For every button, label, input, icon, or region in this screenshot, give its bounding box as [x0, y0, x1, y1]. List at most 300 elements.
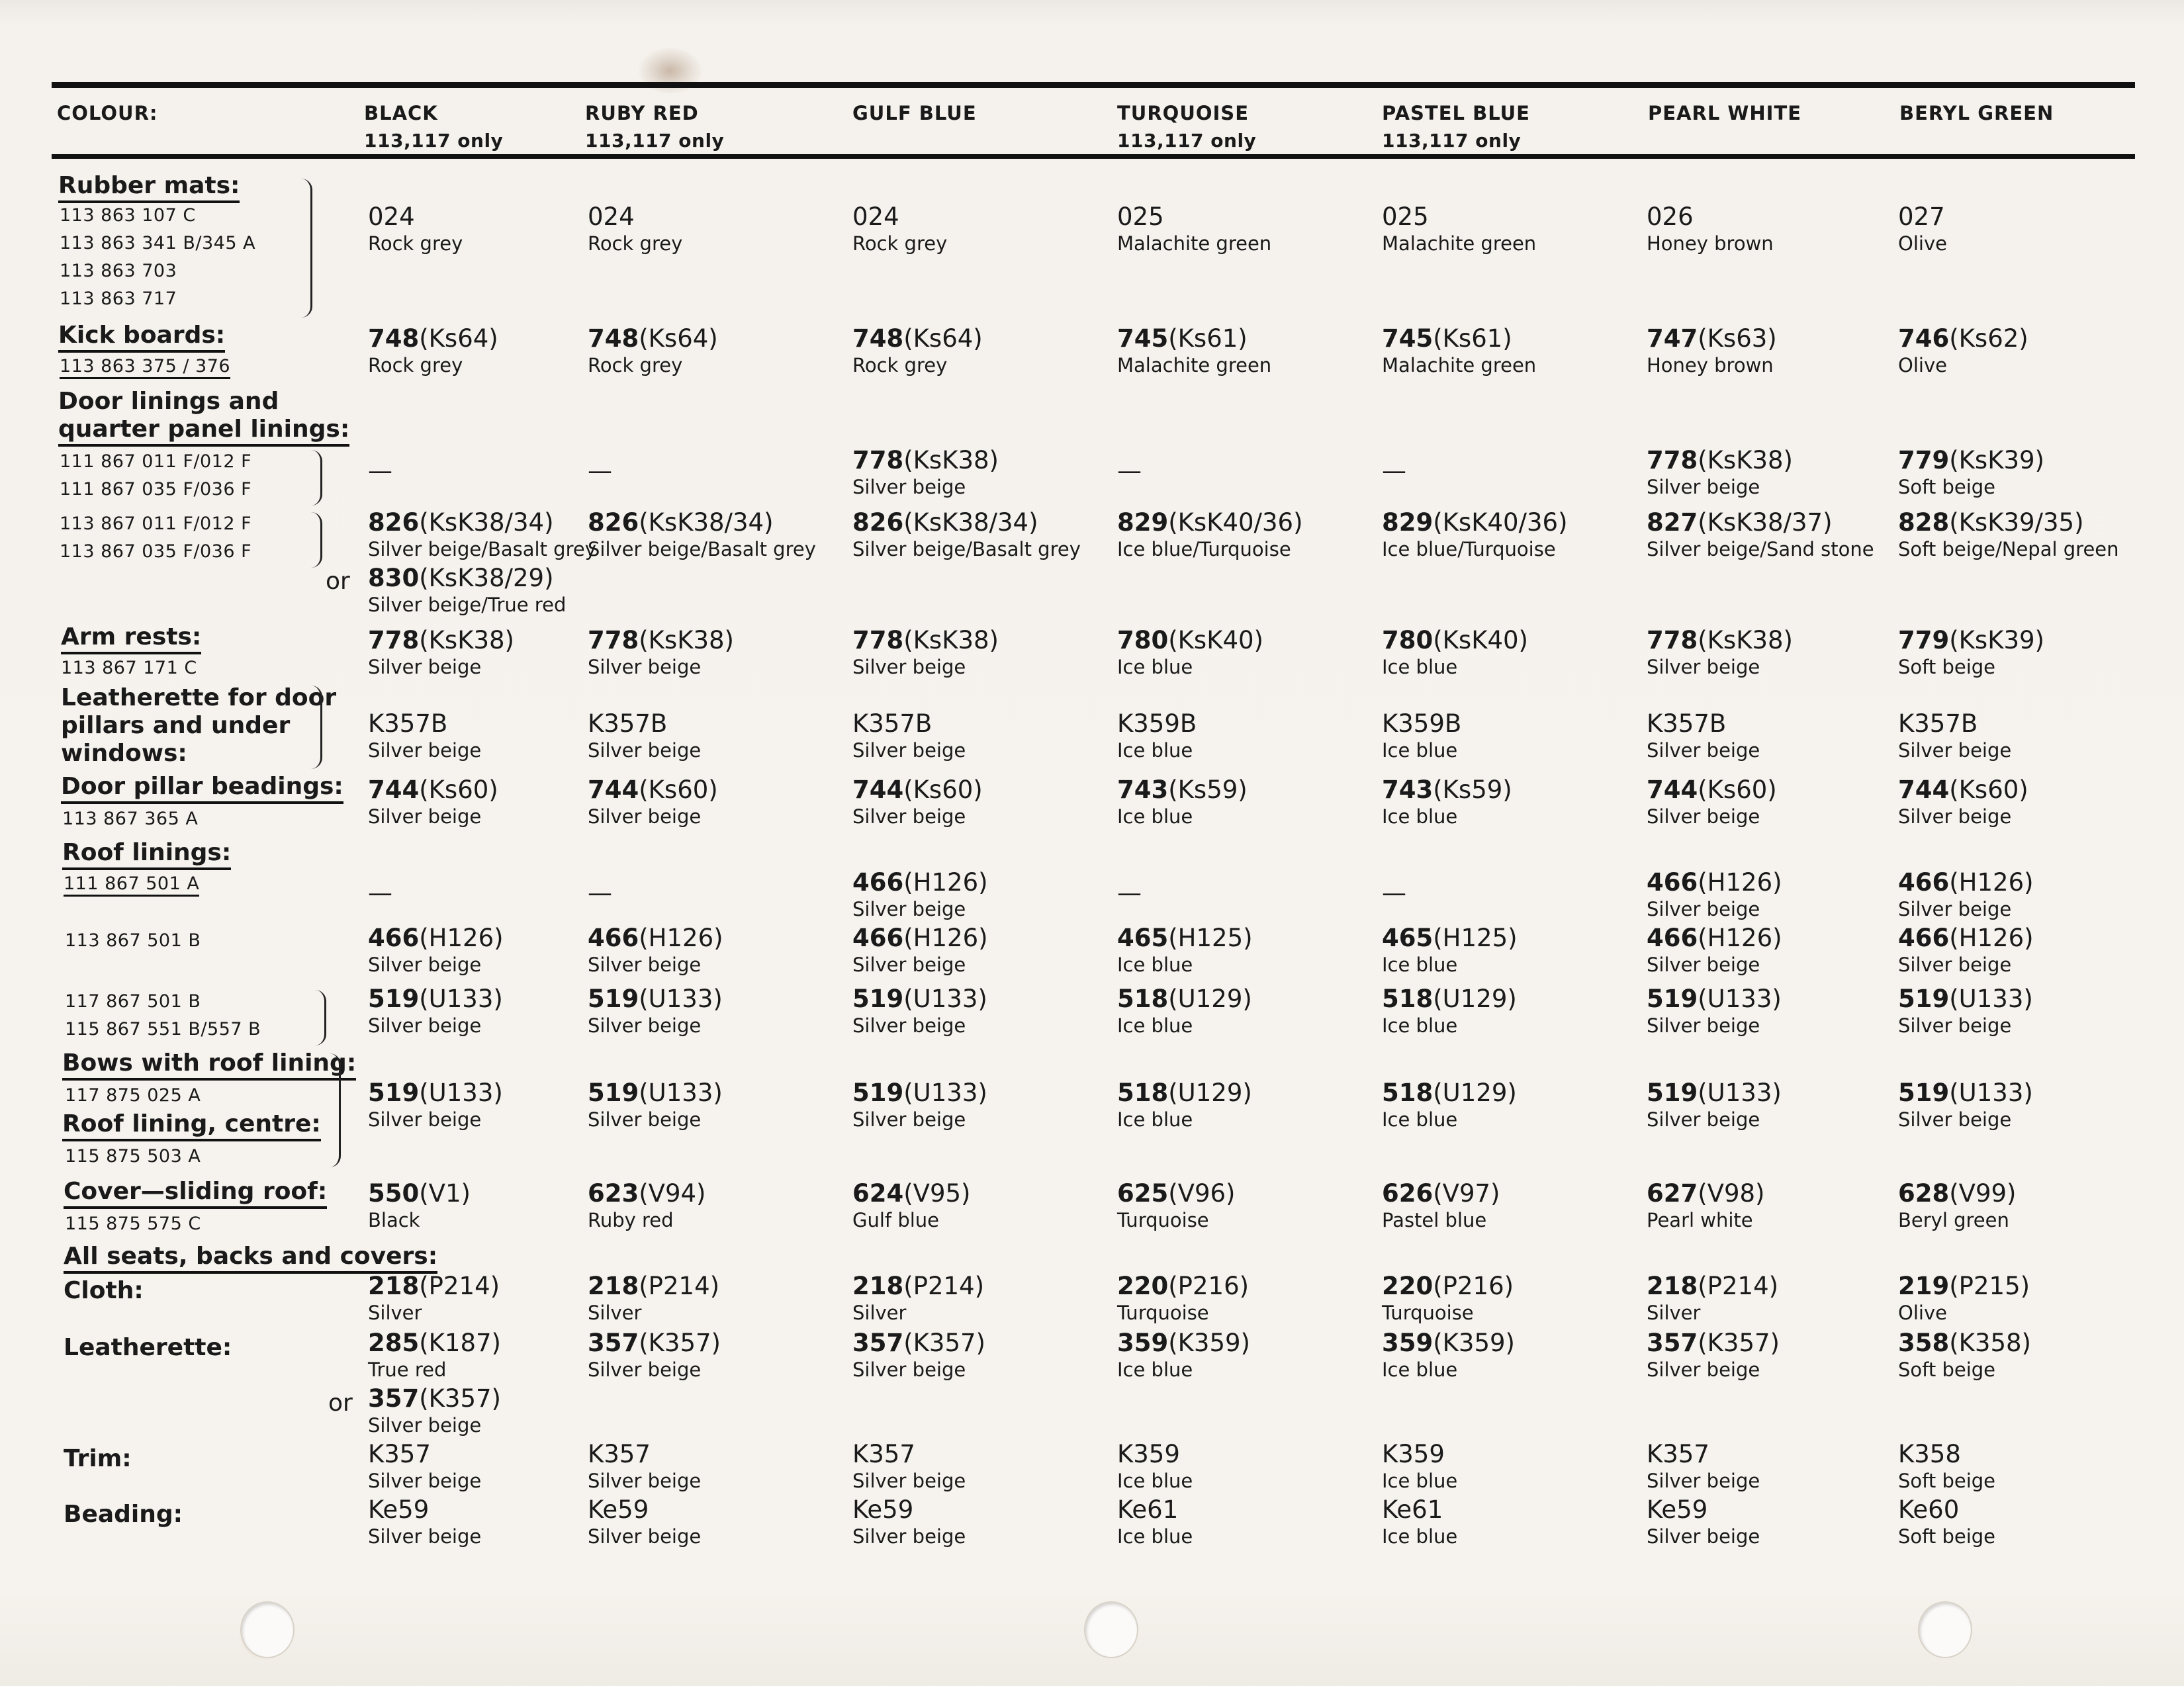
colour-name: Ice blue: [1117, 805, 1193, 828]
part-code: [1647, 868, 1782, 897]
part-code: [1647, 1272, 1778, 1301]
beadings-cell-5: [1382, 776, 1512, 828]
beading-cell-2: [588, 1495, 701, 1548]
part-code: 024: [588, 202, 635, 231]
code-reference: (U133): [639, 985, 723, 1013]
code-number: 519: [852, 1079, 904, 1107]
code-reference: (Ks60): [639, 776, 718, 804]
part-code: [1117, 776, 1248, 805]
colour-name: Silver beige: [588, 954, 702, 976]
kick-boards-cell-1: [368, 324, 498, 377]
colour-name: Silver beige: [1647, 1108, 1760, 1131]
code-reference: (KsK38/29): [419, 564, 554, 592]
code-reference: (U133): [903, 985, 987, 1013]
roof-linings-heading: Roof linings:: [62, 839, 231, 870]
code-number: 466: [1647, 868, 1698, 897]
colour-name: Ice blue: [1382, 656, 1458, 678]
part-code: [1898, 446, 2044, 475]
colour-name: Silver beige: [1647, 1358, 1760, 1381]
part-code: [852, 1329, 985, 1358]
code-reference: (H126): [419, 924, 504, 952]
leatherette-cell-2: [588, 1329, 721, 1382]
code-number: 220: [1117, 1272, 1169, 1300]
roof-3-cell-3: [852, 985, 987, 1038]
code-reference: (KsK38): [639, 626, 734, 654]
roof-2-cell-6: [1647, 924, 1782, 977]
roof-2-cell-2: [588, 924, 723, 977]
roof-2-cell-1: [368, 924, 504, 977]
colour-name: True red: [368, 1358, 447, 1381]
leatherette-cell-5: [1382, 1329, 1515, 1382]
colour-name: Black: [368, 1209, 420, 1231]
code-reference: (Ks60): [419, 776, 498, 804]
roof-centre-part: 115 875 503 A: [65, 1146, 201, 1167]
beadings-part: 113 867 365 A: [62, 809, 199, 829]
rubber-mats-heading: Rubber mats:: [58, 172, 240, 203]
part-code: [1382, 985, 1517, 1014]
door-a-cell-1: [368, 446, 392, 486]
part-code: [1898, 508, 2119, 537]
column-header-name: BERYL GREEN: [1899, 102, 2054, 124]
code-number: 218: [852, 1272, 904, 1300]
code-reference: (KsK38): [1698, 626, 1793, 654]
leatherette-cell-3: [852, 1329, 985, 1382]
bows-cell-6: [1647, 1079, 1782, 1131]
door-a-cell-5: [1382, 446, 1406, 486]
code-number: 357: [1647, 1329, 1698, 1357]
trim-heading: Trim:: [64, 1445, 132, 1472]
colour-name: Silver beige: [588, 805, 702, 828]
sliding-roof-cell-6: [1647, 1179, 1765, 1232]
rubber-mats-cell-4: [1117, 202, 1271, 255]
part-code: [368, 1079, 503, 1108]
column-header-6: [1648, 99, 1801, 127]
code-reference: (P214): [903, 1272, 985, 1300]
part-code: [1117, 324, 1271, 353]
code-reference: (H126): [1698, 868, 1782, 897]
code-number: 827: [1647, 508, 1698, 537]
code-number: 778: [852, 626, 904, 654]
door-a-cell-2: [588, 446, 612, 486]
roof-1-cell-1: [368, 868, 392, 908]
rubber-brace: [301, 179, 312, 318]
part-code: [852, 508, 1081, 537]
colour-name: Silver beige/True red: [368, 594, 567, 616]
colour-name: Silver beige: [368, 954, 482, 976]
part-code: [1647, 626, 1793, 655]
colour-name: Honey brown: [1647, 232, 1774, 255]
rubber-mats-cell-1: [368, 202, 463, 255]
code-number: 745: [1117, 324, 1169, 353]
code-reference: (U133): [1949, 985, 2033, 1013]
part-code: [852, 1272, 984, 1301]
trim-cell-6: [1647, 1440, 1760, 1493]
sliding-roof-cell-5: [1382, 1179, 1500, 1232]
part-code: [588, 324, 718, 353]
part-code: [1117, 1272, 1249, 1301]
code-reference: (KsK38/34): [419, 508, 554, 537]
part-code: 025: [1117, 202, 1164, 231]
part-code: [1898, 985, 2033, 1014]
code-number: 743: [1382, 776, 1433, 804]
rubber-part-4: 113 863 717: [60, 288, 177, 309]
colour-name: Silver beige: [588, 1525, 702, 1548]
punch-hole-right: [1918, 1601, 1972, 1658]
part-code: K357B: [1898, 709, 1978, 738]
colour-name: Silver beige/Sand stone: [1647, 538, 1874, 560]
part-code: [368, 924, 504, 953]
code-number: 625: [1117, 1179, 1169, 1208]
code-reference: (KsK39): [1949, 446, 2044, 474]
colour-name: Rock grey: [368, 232, 463, 255]
colour-name: Silver beige: [1647, 898, 1760, 920]
part-code: [1647, 508, 1874, 537]
part-code: [852, 1179, 971, 1208]
colour-name: Ice blue: [1117, 954, 1193, 976]
door-b-cell-3: [852, 508, 1081, 561]
code-number: 519: [1898, 985, 1950, 1013]
part-code: K357: [852, 1440, 915, 1468]
punch-hole-centre: [1084, 1601, 1138, 1658]
colour-name: Silver beige: [852, 739, 966, 762]
part-code: Ke59: [852, 1495, 914, 1524]
part-code: [852, 1079, 987, 1108]
colour-name: Silver beige: [368, 739, 482, 762]
column-header-note: 113,117 only: [1117, 130, 1257, 152]
colour-name: Silver beige: [368, 805, 482, 828]
part-code: [588, 626, 734, 655]
bows-heading: Bows with roof lining:: [62, 1049, 356, 1081]
code-number: 778: [588, 626, 639, 654]
arm-rests-cell-6: [1647, 626, 1793, 679]
code-number: 466: [588, 924, 639, 952]
part-code: [1382, 1179, 1500, 1208]
code-reference: (Ks63): [1698, 324, 1777, 353]
cloth-heading: Cloth:: [64, 1277, 144, 1304]
colour-name: Silver beige: [588, 1358, 702, 1381]
colour-name: Silver beige: [1647, 954, 1760, 976]
colour-name: Ice blue: [1117, 1525, 1193, 1548]
code-number: 744: [1898, 776, 1950, 804]
leatherette-heading: Leatherette:: [64, 1334, 232, 1361]
code-number: 626: [1382, 1179, 1433, 1208]
code-reference: (KsK39/35): [1949, 508, 2084, 537]
colour-name: Silver beige: [1898, 805, 2012, 828]
code-number: 826: [588, 508, 639, 537]
part-code: [1382, 508, 1568, 537]
part-code: [1898, 1329, 2031, 1358]
door-or-label: or: [326, 568, 350, 595]
colour-name: Silver: [588, 1302, 642, 1324]
part-code: [852, 924, 988, 953]
part-code: [588, 1179, 706, 1208]
code-number: 357: [852, 1329, 904, 1357]
colour-name: Ice blue: [1382, 1470, 1458, 1492]
door-b-cell-1: [368, 508, 596, 561]
roof-1-cell-6: [1647, 868, 1782, 921]
code-reference: (U133): [419, 985, 503, 1013]
part-code: [1117, 924, 1253, 953]
part-code: K357B: [1647, 709, 1727, 738]
code-reference: (K359): [1433, 1329, 1515, 1357]
colour-name: Rock grey: [588, 354, 683, 377]
empty-dash: —: [368, 457, 392, 485]
door-a-cell-4: [1117, 446, 1142, 486]
sliding-roof-cell-7: [1898, 1179, 2017, 1232]
leatherette-cell-1: [368, 1329, 501, 1382]
code-number: 829: [1117, 508, 1169, 537]
code-reference: (KsK38): [903, 626, 999, 654]
code-number: 466: [368, 924, 420, 952]
colour-name: Silver beige: [1647, 476, 1760, 498]
colour-name: Ice blue: [1382, 1358, 1458, 1381]
part-code: K357B: [368, 709, 448, 738]
code-reference: (KsK38): [419, 626, 514, 654]
colour-name: Ice blue: [1382, 954, 1458, 976]
part-code: Ke60: [1898, 1495, 1960, 1524]
trim-cell-2: [588, 1440, 701, 1493]
code-reference: (H126): [903, 868, 988, 897]
column-header-note: 113,117 only: [585, 130, 725, 152]
code-reference: (KsK40): [1433, 626, 1528, 654]
code-number: 748: [852, 324, 904, 353]
column-header-name: TURQUOISE: [1117, 102, 1250, 124]
colour-name: Silver beige: [1647, 739, 1760, 762]
code-reference: (V94): [639, 1179, 706, 1208]
kick-boards-cell-3: [852, 324, 983, 377]
code-reference: (Ks61): [1168, 324, 1248, 353]
colour-header-label: COLOUR:: [57, 102, 158, 124]
code-reference: (Ks60): [903, 776, 983, 804]
part-code: [588, 1329, 721, 1358]
leatherette-pillars-heading-2: pillars and under: [61, 712, 291, 739]
leatherette-pillars-cell-5: [1382, 709, 1461, 762]
empty-dash: —: [368, 879, 392, 907]
code-number: 359: [1382, 1329, 1433, 1357]
part-code: [368, 508, 596, 537]
colour-name: Silver beige: [852, 656, 966, 678]
code-reference: (H125): [1168, 924, 1253, 952]
part-code: Ke61: [1382, 1495, 1443, 1524]
code-reference: (U129): [1168, 985, 1252, 1013]
code-number: 218: [588, 1272, 639, 1300]
beading-cell-6: [1647, 1495, 1760, 1548]
part-code: [1382, 1272, 1514, 1301]
leatherette-pillars-cell-2: [588, 709, 701, 762]
code-number: 518: [1382, 985, 1433, 1013]
door-b-brace: [311, 512, 322, 568]
code-reference: (V1): [419, 1179, 471, 1208]
column-header-name: GULF BLUE: [852, 102, 977, 124]
colour-name: Ice blue: [1117, 1014, 1193, 1037]
roof-part-3a: 117 867 501 B: [65, 991, 201, 1012]
part-code: Ke61: [1117, 1495, 1179, 1524]
colour-name: Olive: [1898, 232, 1947, 255]
rubber-part-2: 113 863 341 B/345 A: [60, 233, 256, 253]
colour-name: Rock grey: [852, 354, 948, 377]
beading-cell-1: [368, 1495, 481, 1548]
leatherette-pillars-cell-7: [1898, 709, 2011, 762]
door-pillar-beadings-heading: Door pillar beadings:: [61, 773, 343, 804]
colour-name: Malachite green: [1382, 232, 1537, 255]
colour-name: Soft beige: [1898, 476, 1995, 498]
code-number: 518: [1117, 1079, 1169, 1107]
part-code: K357B: [852, 709, 933, 738]
leatherette-cell-7: [1898, 1329, 2031, 1382]
colour-name: Malachite green: [1382, 354, 1537, 377]
code-reference: (U133): [1698, 1079, 1782, 1107]
code-reference: (K357): [903, 1329, 985, 1357]
roof-2-cell-3: [852, 924, 988, 977]
part-code: [1382, 924, 1518, 953]
sliding-part: 115 875 575 C: [65, 1214, 201, 1234]
arm-rests-cell-2: [588, 626, 734, 679]
empty-dash: —: [588, 879, 612, 907]
part-code: [588, 1272, 719, 1301]
colour-name: Pearl white: [1647, 1209, 1753, 1231]
trim-cell-1: [368, 1440, 481, 1493]
code-number: 830: [368, 564, 420, 592]
colour-name: Turquoise: [1382, 1302, 1474, 1324]
door-part-a2: 111 867 035 F/036 F: [60, 479, 252, 500]
colour-name: Silver beige: [852, 805, 966, 828]
code-reference: (K187): [419, 1329, 501, 1357]
code-number: 744: [588, 776, 639, 804]
code-number: 746: [1898, 324, 1950, 353]
part-code: [588, 1079, 723, 1108]
code-reference: (P214): [639, 1272, 720, 1300]
beadings-cell-3: [852, 776, 983, 828]
beading-cell-5: [1382, 1495, 1457, 1548]
part-code: [1647, 1079, 1782, 1108]
colour-name: Silver beige: [852, 898, 966, 920]
kick-boards-cell-5: [1382, 324, 1536, 377]
bows-cell-7: [1898, 1079, 2033, 1131]
sliding-roof-cell-3: [852, 1179, 971, 1232]
colour-name: Silver beige: [852, 954, 966, 976]
colour-name: Silver beige: [588, 1108, 702, 1131]
beading-heading: Beading:: [64, 1501, 183, 1528]
colour-name: Silver beige: [368, 1108, 482, 1131]
part-code: [1382, 324, 1536, 353]
code-reference: (KsK38/37): [1698, 508, 1833, 537]
sliding-roof-cell-4: [1117, 1179, 1236, 1232]
door-b-cell-2: [588, 508, 816, 561]
part-code: K359: [1117, 1440, 1180, 1468]
part-code: [852, 626, 999, 655]
code-reference: (K357): [1698, 1329, 1780, 1357]
roof-2-cell-5: [1382, 924, 1518, 977]
code-number: 744: [368, 776, 420, 804]
code-reference: (H126): [1698, 924, 1782, 952]
roof-3-cell-7: [1898, 985, 2033, 1038]
kick-boards-cell-4: [1117, 324, 1271, 377]
colour-name: Silver beige: [368, 656, 482, 678]
code-reference: (P214): [1698, 1272, 1779, 1300]
part-code: [1382, 1329, 1515, 1358]
beadings-cell-4: [1117, 776, 1248, 828]
bows-brace: [330, 1053, 341, 1167]
colour-name: Ice blue: [1382, 1525, 1458, 1548]
part-code: [1647, 924, 1782, 953]
kick-part: 113 863 375 / 376: [60, 356, 230, 377]
leatherette-pillars-cell-6: [1647, 709, 1760, 762]
door-a-brace: [311, 450, 322, 506]
kick-boards-cell-7: [1898, 324, 2028, 377]
colour-name: Malachite green: [1117, 354, 1272, 377]
rubber-mats-cell-6: [1647, 202, 1774, 255]
roof-brace: [315, 990, 326, 1045]
empty-dash: —: [1117, 879, 1142, 907]
code-reference: (Ks60): [1698, 776, 1777, 804]
code-reference: (Ks64): [639, 324, 718, 353]
colour-name: Rock grey: [368, 354, 463, 377]
code-reference: (P216): [1433, 1272, 1514, 1300]
code-number: 465: [1382, 924, 1433, 952]
colour-name: Ice blue/Turquoise: [1117, 538, 1291, 560]
colour-name: Silver beige: [1647, 1470, 1760, 1492]
code-reference: (U133): [1949, 1079, 2033, 1107]
part-code: K357: [1647, 1440, 1709, 1468]
code-number: 218: [1647, 1272, 1698, 1300]
arm-rests-heading: Arm rests:: [61, 623, 201, 654]
code-number: 465: [1117, 924, 1169, 952]
door-linings-heading-2: quarter panel linings:: [58, 416, 349, 447]
code-number: 466: [1898, 868, 1950, 897]
colour-name: Ice blue/Turquoise: [1382, 538, 1556, 560]
code-reference: (U133): [419, 1079, 503, 1107]
column-header-name: PEARL WHITE: [1648, 102, 1802, 124]
code-number: 466: [852, 868, 904, 897]
code-reference: (K357): [639, 1329, 721, 1357]
part-code: 024: [852, 202, 899, 231]
bows-part: 117 875 025 A: [65, 1085, 201, 1106]
colour-name: Soft beige: [1898, 1358, 1995, 1381]
rubber-mats-cell-3: [852, 202, 947, 255]
part-code: [1647, 1179, 1765, 1208]
arm-rests-cell-1: [368, 626, 514, 679]
empty-dash: —: [1382, 879, 1406, 907]
code-reference: (KsK39): [1949, 626, 2044, 654]
code-number: 778: [852, 446, 904, 474]
cloth-cell-3: [852, 1272, 984, 1325]
roof-part-2: 113 867 501 B: [65, 930, 201, 951]
part-code: [368, 626, 514, 655]
roof-1-cell-4: [1117, 868, 1142, 908]
trim-cell-4: [1117, 1440, 1193, 1493]
colour-name: Silver: [852, 1302, 907, 1324]
empty-dash: —: [588, 457, 612, 485]
arm-rests-cell-4: [1117, 626, 1263, 679]
part-code: Ke59: [1647, 1495, 1708, 1524]
code-number: 218: [368, 1272, 420, 1300]
colour-name: Silver beige: [1647, 656, 1760, 678]
colour-name: Silver beige: [1647, 1525, 1760, 1548]
part-code: [852, 985, 987, 1014]
beading-cell-3: [852, 1495, 966, 1548]
bows-cell-4: [1117, 1079, 1252, 1131]
colour-name: Ice blue: [1382, 805, 1458, 828]
part-code: [1647, 446, 1793, 475]
column-header-name: PASTEL BLUE: [1382, 102, 1530, 124]
colour-name: Silver beige: [852, 1525, 966, 1548]
code-number: 624: [852, 1179, 904, 1208]
door-b-alt-cell: [368, 564, 566, 617]
arm-rests-cell-5: [1382, 626, 1528, 679]
rubber-mats-cell-7: [1898, 202, 1947, 255]
part-code: [1898, 1272, 2030, 1301]
code-number: 359: [1117, 1329, 1169, 1357]
